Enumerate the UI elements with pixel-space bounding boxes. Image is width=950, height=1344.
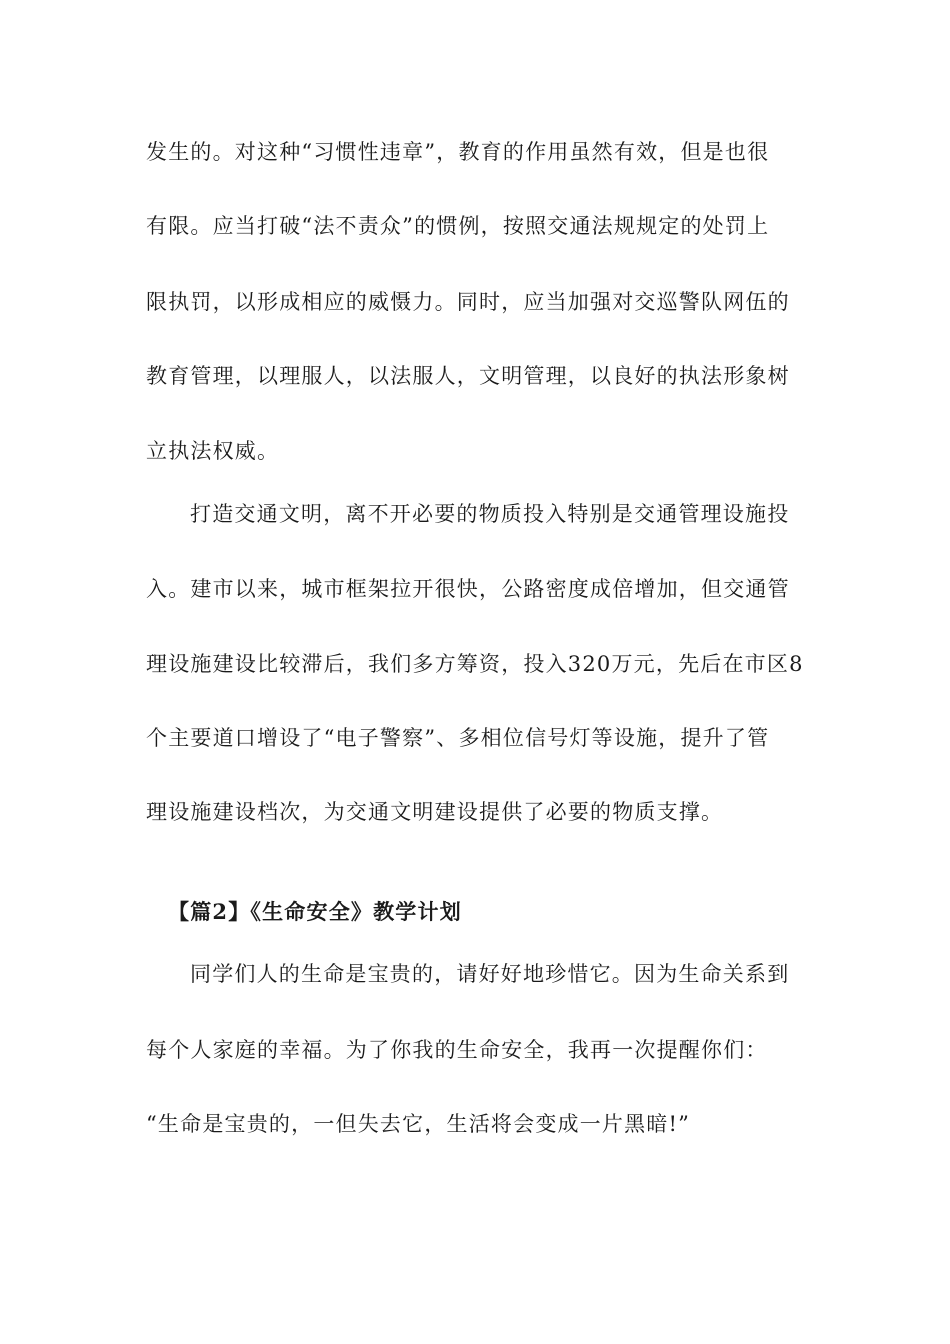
text-line: 立执法权威。 (146, 439, 280, 463)
text-line: 每个人家庭的幸福。为了你我的生命安全，我再一次提醒你们： (146, 1038, 768, 1062)
text-line: 发生的。对这种“习惯性违章”，教育的作用虽然有效，但是也很 (146, 140, 770, 164)
text-line: 打造交通文明，离不开必要的物质投入特别是交通管理设施投 (190, 502, 790, 526)
text-line: 有限。应当打破“法不责众”的惯例，按照交通法规规定的处罚上 (146, 214, 770, 238)
text-line: 理设施建设比较滞后，我们多方筹资，投入320万元，先后在市区8 (146, 652, 804, 676)
text-line: 同学们人的生命是宝贵的，请好好地珍惜它。因为生命关系到 (190, 962, 790, 986)
section-heading: 【篇2】《生命安全》教学计划 (168, 899, 462, 924)
text-line: 入。建市以来，城市框架拉开很快，公路密度成倍增加，但交通管 (146, 577, 790, 601)
text-line: 限执罚，以形成相应的威慑力。同时，应当加强对交巡警队网伍的 (146, 290, 790, 314)
text-line: 理设施建设档次，为交通文明建设提供了必要的物质支撑。 (146, 800, 724, 824)
text-line: 个主要道口增设了“电子警察”、多相位信号灯等设施，提升了管 (146, 726, 770, 750)
text-line: “生命是宝贵的，一但失去它，生活将会变成一片黑暗!” (146, 1112, 691, 1136)
text-line: 教育管理，以理服人，以法服人，文明管理，以良好的执法形象树 (146, 364, 790, 388)
